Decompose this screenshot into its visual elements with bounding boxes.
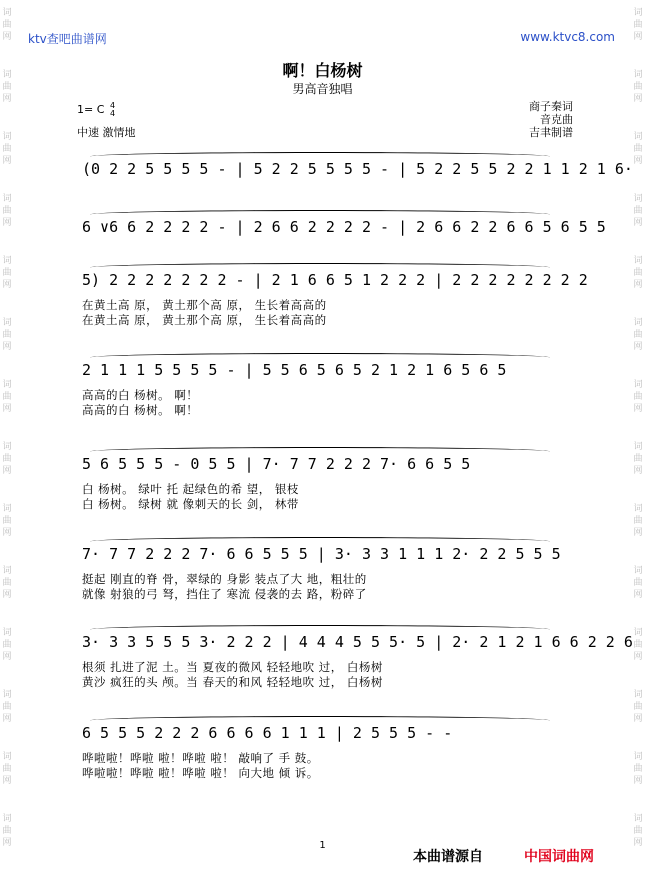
watermark-glyph: 网	[633, 342, 643, 352]
watermark-glyph: 词	[2, 132, 12, 142]
watermark-glyph: 曲	[2, 454, 12, 464]
watermark-glyph: 网	[2, 714, 12, 724]
watermark-glyph: 网	[2, 404, 12, 414]
notation-line: 3· 3 3 5 5 5 3· 2 2 2 | 4 4 4 5 5 5· 5 | 2· 2 1 2 1 6 6 2 2 6	[82, 633, 633, 651]
watermark-glyph: 词	[633, 8, 643, 18]
watermark-glyph: 曲	[2, 206, 12, 216]
composer-credit: 音克曲	[540, 113, 573, 126]
watermark-glyph: 词	[2, 504, 12, 514]
watermark-glyph: 词	[2, 566, 12, 576]
watermark-glyph: 曲	[2, 144, 12, 154]
watermark-glyph: 词	[2, 70, 12, 80]
lyric-line: 就像 射狼的弓 弩，挡住了 寒流 侵袭的去 路，粉碎了	[82, 587, 367, 601]
notation-line: 5) 2 2 2 2 2 2 2 - | 2 1 6 6 5 1 2 2 2 | 2 2 2 2 2 2 2 2	[82, 271, 588, 289]
watermark-glyph: 网	[2, 94, 12, 104]
watermark-glyph: 网	[2, 838, 12, 848]
lyricist-credit: 商子秦词	[529, 100, 573, 113]
watermark-glyph: 词	[2, 628, 12, 638]
song-title: 啊！白杨树	[282, 61, 363, 80]
watermark-glyph: 词	[633, 690, 643, 700]
watermark-glyph: 词	[633, 814, 643, 824]
watermark-glyph: 词	[633, 504, 643, 514]
watermark-glyph: 曲	[2, 20, 12, 30]
watermark-glyph: 曲	[633, 330, 643, 340]
watermark-glyph: 网	[2, 218, 12, 228]
watermark-glyph: 曲	[2, 826, 12, 836]
watermark-glyph: 词	[2, 752, 12, 762]
lyric-line: 高高的白 杨树。 啊！	[82, 403, 199, 417]
watermark-glyph: 网	[2, 652, 12, 662]
source-brand-link[interactable]: 中国词曲网	[524, 849, 594, 865]
lyric-line: 在黄土高 原， 黄土那个高 原， 生长着高高的	[82, 313, 327, 327]
watermark-glyph: 词	[2, 256, 12, 266]
watermark-glyph: 网	[633, 652, 643, 662]
time-numerator: 4	[110, 101, 116, 110]
lyric-line: 白 杨树。 绿叶 托 起绿色的希 望， 银枝	[82, 482, 299, 496]
watermark-glyph: 曲	[633, 454, 643, 464]
watermark-glyph: 网	[633, 156, 643, 166]
watermark-glyph: 网	[633, 714, 643, 724]
lyric-line: 根须 扎进了泥 土。当 夏夜的微风 轻轻地吹 过， 白杨树	[82, 660, 383, 674]
watermark-glyph: 网	[633, 404, 643, 414]
watermark-glyph: 网	[633, 776, 643, 786]
page-number: 1	[319, 840, 326, 851]
watermark-glyph: 曲	[2, 516, 12, 526]
watermark-glyph: 曲	[2, 764, 12, 774]
notation-line: (0 2 2 5 5 5 5 - | 5 2 2 5 5 5 5 - | 5 2 2 5 5 2 2 1 1 2 1 6·	[82, 160, 633, 178]
lyric-line: 黄沙 疯狂的头 颅。当 春天的和风 轻轻地吹 过， 白杨树	[82, 675, 383, 689]
lyric-line: 哗啦啦！哗啦 啦！哗啦 啦！ 敲响了 手 鼓。	[82, 751, 319, 765]
watermark-glyph: 网	[2, 342, 12, 352]
arranger-credit: 吉聿制谱	[529, 126, 573, 139]
watermark-glyph: 曲	[633, 144, 643, 154]
watermark-glyph: 词	[633, 70, 643, 80]
watermark-glyph: 曲	[633, 764, 643, 774]
lyric-line: 高高的白 杨树。 啊！	[82, 388, 199, 402]
site-name-link[interactable]: ktv查吧曲谱网	[28, 32, 107, 46]
watermark-glyph: 词	[2, 814, 12, 824]
watermark-glyph: 词	[633, 132, 643, 142]
lyric-line: 白 杨树。 绿树 就 像刺天的长 剑， 林带	[82, 497, 299, 511]
watermark-glyph: 词	[2, 318, 12, 328]
watermark-glyph: 词	[633, 256, 643, 266]
watermark-glyph: 网	[2, 156, 12, 166]
site-url-link[interactable]: www.ktvc8.com	[520, 30, 615, 44]
watermark-glyph: 网	[633, 528, 643, 538]
watermark-glyph: 曲	[2, 82, 12, 92]
notation-line: 2 1 1 1 5 5 5 5 - | 5 5 6 5 6 5 2 1 2 1 6 5 6 5	[82, 361, 507, 379]
left-watermark-column	[0, 0, 14, 891]
watermark-glyph: 网	[633, 218, 643, 228]
watermark-glyph: 曲	[633, 206, 643, 216]
watermark-glyph: 曲	[633, 268, 643, 278]
watermark-glyph: 曲	[633, 516, 643, 526]
watermark-glyph: 曲	[633, 702, 643, 712]
tempo-marking: 中速 激情地	[77, 126, 136, 139]
lyric-line: 在黄土高 原， 黄土那个高 原， 生长着高高的	[82, 298, 327, 312]
watermark-glyph: 词	[633, 380, 643, 390]
watermark-glyph: 曲	[633, 392, 643, 402]
notation-line: 7· 7 7 2 2 2 7· 6 6 5 5 5 | 3· 3 3 1 1 1 2· 2 2 5 5 5	[82, 545, 561, 563]
key-signature: 1= C	[77, 103, 105, 116]
watermark-glyph: 网	[2, 280, 12, 290]
watermark-glyph: 曲	[2, 392, 12, 402]
watermark-glyph: 网	[633, 94, 643, 104]
song-subtitle: 男高音独唱	[292, 82, 353, 96]
source-text: 本曲谱源自	[413, 849, 483, 865]
watermark-glyph: 曲	[2, 268, 12, 278]
notation-line: 6 5 5 5 2 2 2 6 6 6 6 1 1 1 | 2 5 5 5 - -	[82, 724, 453, 742]
watermark-glyph: 词	[2, 442, 12, 452]
watermark-glyph: 曲	[633, 82, 643, 92]
watermark-glyph: 曲	[633, 578, 643, 588]
lyric-line: 哗啦啦！哗啦 啦！哗啦 啦！ 向大地 倾 诉。	[82, 766, 319, 780]
watermark-glyph: 词	[633, 566, 643, 576]
watermark-glyph: 网	[2, 32, 12, 42]
time-denominator: 4	[110, 109, 116, 118]
watermark-glyph: 词	[2, 8, 12, 18]
watermark-glyph: 词	[2, 194, 12, 204]
watermark-glyph: 词	[633, 752, 643, 762]
lyric-line: 挺起 刚直的脊 骨，翠绿的 身影 装点了大 地，粗壮的	[82, 572, 367, 586]
watermark-glyph: 网	[2, 528, 12, 538]
watermark-glyph: 曲	[2, 578, 12, 588]
watermark-glyph: 网	[633, 466, 643, 476]
watermark-glyph: 网	[2, 466, 12, 476]
right-watermark-column	[631, 0, 645, 891]
watermark-glyph: 网	[2, 776, 12, 786]
watermark-glyph: 曲	[633, 20, 643, 30]
time-signature	[110, 102, 115, 118]
notation-line: 6 ∨6 6 2 2 2 2 - | 2 6 6 2 2 2 2 - | 2 6 6 2 2 6 6 5 6 5 5	[82, 218, 606, 236]
watermark-glyph: 词	[633, 318, 643, 328]
watermark-glyph: 曲	[633, 826, 643, 836]
watermark-glyph: 网	[2, 590, 12, 600]
watermark-glyph: 曲	[2, 640, 12, 650]
watermark-glyph: 网	[633, 280, 643, 290]
notation-line: 5 6 5 5 5 - 0 5 5 | 7· 7 7 2 2 2 7· 6 6 5 5	[82, 455, 471, 473]
watermark-glyph: 曲	[633, 640, 643, 650]
watermark-glyph: 曲	[2, 702, 12, 712]
watermark-glyph: 网	[633, 32, 643, 42]
watermark-glyph: 词	[2, 690, 12, 700]
watermark-glyph: 词	[633, 442, 643, 452]
watermark-glyph: 网	[633, 838, 643, 848]
watermark-glyph: 词	[2, 380, 12, 390]
watermark-glyph: 词	[633, 628, 643, 638]
watermark-glyph: 词	[633, 194, 643, 204]
watermark-glyph: 网	[633, 590, 643, 600]
watermark-glyph: 曲	[2, 330, 12, 340]
